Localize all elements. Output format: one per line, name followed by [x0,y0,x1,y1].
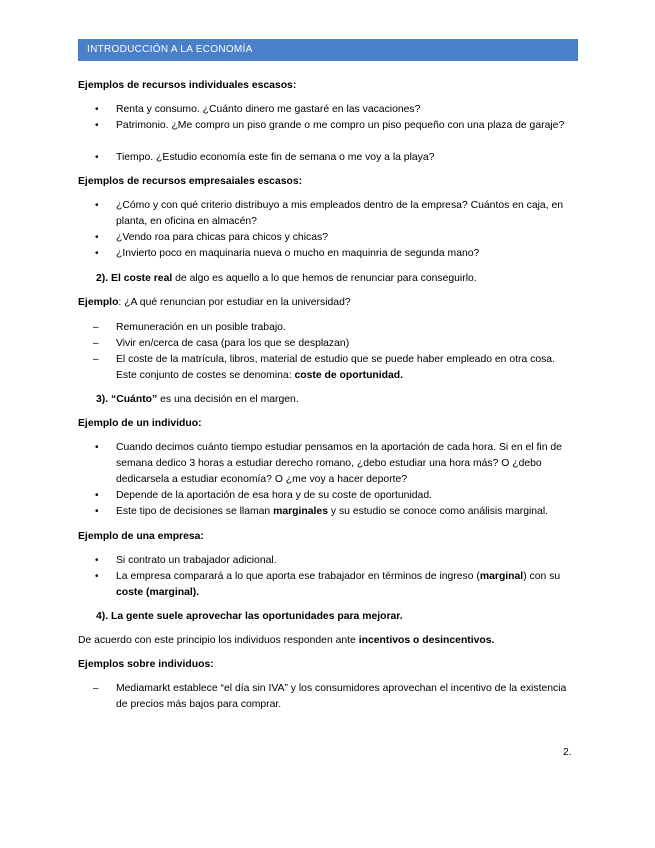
marginal-term: marginales [273,506,328,517]
principle-3-number: 3). [96,394,112,405]
principle-3-text: es una decisión en el margen. [157,394,299,405]
example-label: Ejemplo [78,297,119,308]
bullet-marker: • [95,571,99,582]
dash-marker: – [93,322,99,333]
list-item [116,504,578,520]
bullet-marker: • [95,120,99,131]
principle-2-title: 2). El coste real [96,273,173,284]
list-item-text: La empresa comparará a lo que aporta ese trabajador en términos de ingreso ( [116,571,480,582]
dash-marker: – [93,338,99,349]
section-header-bar [78,39,578,61]
bullet-marker: • [95,506,99,517]
incentives-text: De acuerdo con este principio los individuos responden ante [78,635,359,646]
heading-individual-resources: Ejemplos de recursos individuales escasos: [78,80,297,91]
list-item: Mediamarkt establece “el día sin IVA” y los consumidores aprovechan el incentivo de la existencia de precios más bajos para comprar. [116,683,567,710]
header-title: INTRODUCCIÓN A LA ECONOMÍA [87,44,253,55]
marginal-cost-term: coste (marginal). [116,587,200,598]
page-number: 2. [563,747,572,758]
list-item [116,569,578,601]
list-item: Patrimonio. ¿Me compro un piso grande o me compro un piso pequeño con una plaza de garaje? [116,120,565,131]
list-item-text: Este tipo de decisiones se llaman [116,506,274,517]
heading-company-example: Ejemplo de una empresa: [78,531,204,542]
list-item: Depende de la aportación de esa hora y de su coste de oportunidad. [116,490,432,501]
bullet-marker: • [95,104,99,115]
list-item: Tiempo. ¿Estudio economía este fin de semana o me voy a la playa? [116,152,435,163]
bullet-marker: • [95,248,99,259]
principle-2-text: de algo es aquello a lo que hemos de renunciar para conseguirlo. [172,273,477,284]
incentives-term: incentivos o desincentivos. [358,635,495,646]
bullet-marker: • [95,232,99,243]
list-item: ¿Cómo y con qué criterio distribuyo a mis empleados dentro de la empresa? Cuántos en caja, en planta, en oficina en almacén? [116,200,564,227]
list-item: Vivir en/cerca de casa (para los que se desplazan) [116,338,350,349]
list-item: Si contrato un trabajador adicional. [116,555,277,566]
bullet-marker: • [95,200,99,211]
example-university-paragraph [78,295,578,311]
list-item: ¿Vendo roa para chicas para chicos y chicas? [116,232,328,243]
heading-business-resources: Ejemplos de recursos empresaiales escasos: [78,176,303,187]
opportunity-cost-term: coste de oportunidad. [294,370,404,381]
dash-marker: – [93,354,99,365]
dash-marker: – [93,683,99,694]
marginal-term: marginal [479,571,524,582]
heading-individuals-examples: Ejemplos sobre individuos: [78,659,214,670]
heading-individual-example: Ejemplo de un individuo: [78,418,202,429]
list-item [116,352,578,384]
bullet-marker: • [95,490,99,501]
list-item: Remuneración en un posible trabajo. [116,322,286,333]
principle-3-term: “Cuánto” [111,394,158,405]
list-item: Cuando decimos cuánto tiempo estudiar pensamos en la aportación de cada hora. Si en el fin de semana dedico 3 horas a estudiar derecho romano, ¿debo estudiar una hora más? O ¿debo dedicarsela a estudiar economía? O ¿me voy a hacer deporte? [116,442,562,485]
list-item-text: y su estudio se conoce como análisis marginal. [327,506,549,517]
principle-4-paragraph: 4). La gente suele aprovechar las oportunidades para mejorar. [96,611,403,622]
list-item: Renta y consumo. ¿Cuánto dinero me gastaré en las vacaciones? [116,104,421,115]
example-question: : ¿A qué renuncian por estudiar en la universidad? [118,297,351,308]
principle-2-paragraph [96,271,578,287]
bullet-marker: • [95,555,99,566]
principle-3-paragraph [96,392,578,408]
list-item: ¿Invierto poco en maquinaria nueva o mucho en maquinria de segunda mano? [116,248,480,259]
bullet-marker: • [95,152,99,163]
list-item-text: El coste de la matrícula, libros, material de estudio que se puede haber empleado en otra cosa. Este conjunto de costes se denomina: [116,354,555,381]
list-item-text: ) con su [523,571,561,582]
bullet-marker: • [95,442,99,453]
incentives-paragraph [78,633,578,649]
